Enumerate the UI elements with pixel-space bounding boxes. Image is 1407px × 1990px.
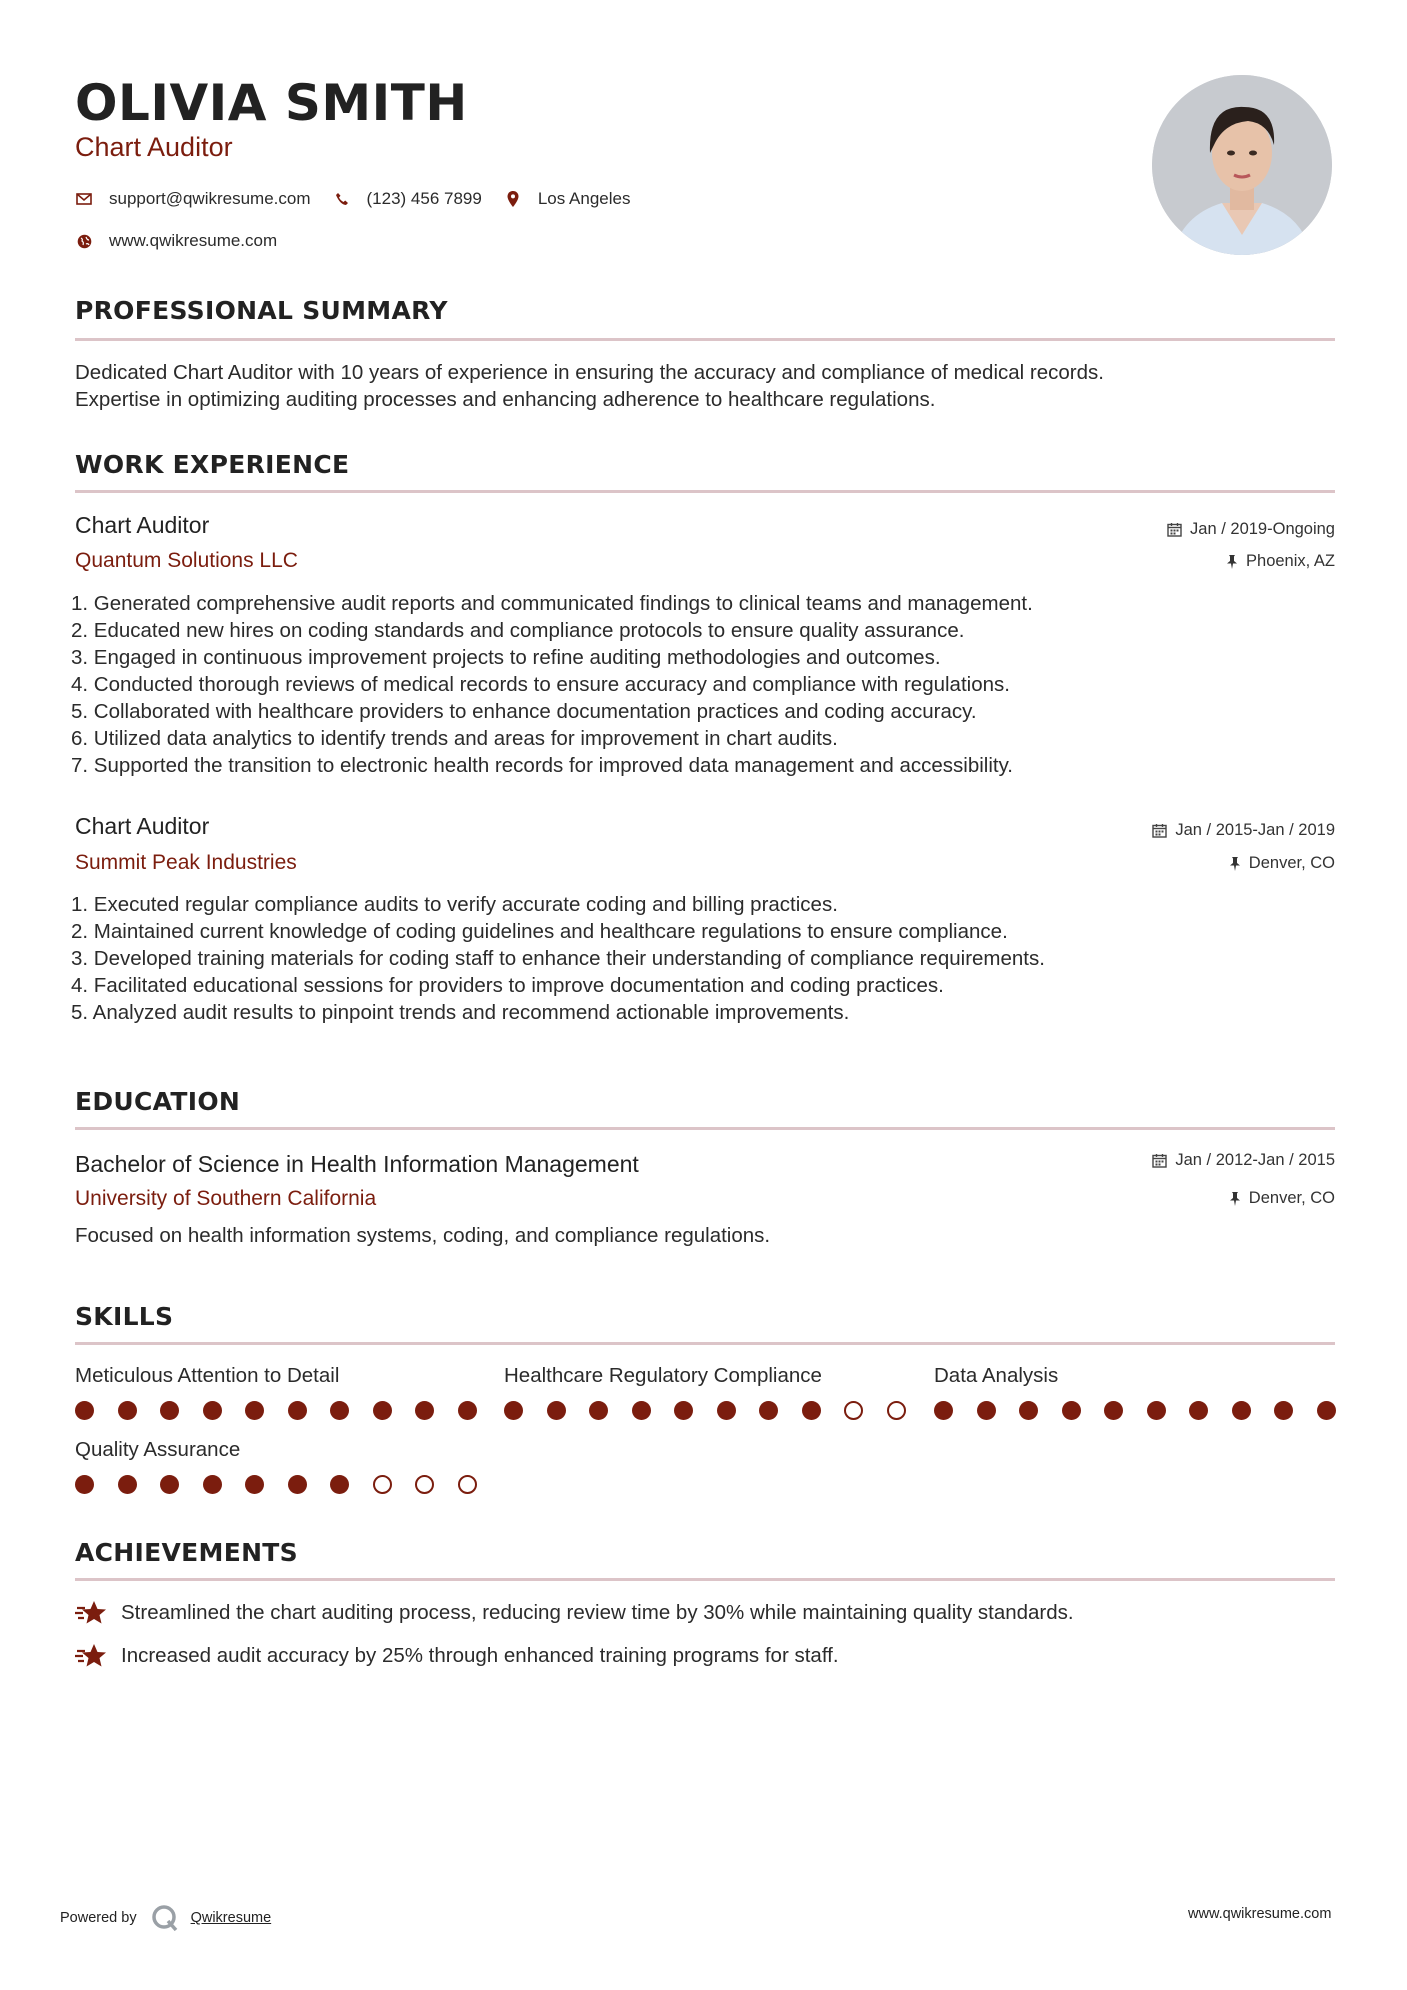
skill-name: Quality Assurance (75, 1438, 241, 1461)
email-text: support@qwikresume.com (109, 189, 311, 208)
summary-line: Dedicated Chart Auditor with 10 years of experience in ensuring the accuracy and compliance of medical records. (75, 361, 1104, 384)
candidate-name: OLIVIA SMITH (75, 74, 468, 132)
job-dates-text: Jan / 2015-Jan / 2019 (1175, 821, 1335, 839)
rating-dot-filled (330, 1475, 349, 1494)
rating-dot-empty (415, 1475, 434, 1494)
education-location (1229, 1189, 1335, 1208)
job-dates (1167, 520, 1335, 539)
education-dates (1152, 1151, 1335, 1170)
website-text: www.qwikresume.com (109, 231, 278, 250)
star-award-icon (75, 1600, 107, 1626)
experience-title: WORK EXPERIENCE (75, 450, 350, 479)
rating-dot-filled (504, 1401, 523, 1420)
school-name: University of Southern California (75, 1187, 377, 1210)
candidate-role: Chart Auditor (75, 132, 233, 162)
achievements-divider (75, 1578, 1335, 1581)
rating-dot-filled (759, 1401, 778, 1420)
education-title: EDUCATION (75, 1087, 241, 1116)
list-item: 1. Generated comprehensive audit reports and communicated findings to clinical teams and management. (71, 592, 1033, 615)
skill-rating (75, 1475, 475, 1495)
rating-dot-filled (203, 1475, 222, 1494)
skills-title: SKILLS (75, 1302, 174, 1331)
pushpin-icon (1229, 857, 1241, 871)
pushpin-icon (1226, 555, 1238, 569)
rating-dot-filled (330, 1401, 349, 1420)
skills-divider (75, 1342, 1335, 1345)
achievement-item (75, 1643, 839, 1669)
education-divider (75, 1127, 1335, 1130)
degree-title: Bachelor of Science in Health Information Management (75, 1151, 639, 1177)
rating-dot-filled (632, 1401, 651, 1420)
summary-line: Expertise in optimizing auditing processes and enhancing adherence to healthcare regulations. (75, 388, 936, 411)
phone-item[interactable] (333, 189, 482, 209)
list-item: 2. Maintained current knowledge of coding guidelines and healthcare regulations to ensure compliance. (71, 920, 1008, 943)
rating-dot-filled (1147, 1401, 1166, 1420)
rating-dot-filled (118, 1475, 137, 1494)
summary-text (75, 359, 1335, 413)
location-item (504, 189, 631, 209)
rating-dot-filled (160, 1401, 179, 1420)
skill-name: Healthcare Regulatory Compliance (504, 1364, 822, 1387)
education-dates-text: Jan / 2012-Jan / 2015 (1175, 1151, 1335, 1169)
contact-row-website (75, 231, 299, 251)
rating-dot-filled (1104, 1401, 1123, 1420)
skill-rating (934, 1401, 1334, 1421)
job-title: Chart Auditor (75, 512, 210, 538)
rating-dot-filled (1062, 1401, 1081, 1420)
rating-dot-empty (373, 1475, 392, 1494)
rating-dot-filled (1019, 1401, 1038, 1420)
rating-dot-empty (844, 1401, 863, 1420)
list-item: 5. Collaborated with healthcare providers to enhance documentation practices and coding accuracy. (71, 700, 977, 723)
rating-dot-filled (1189, 1401, 1208, 1420)
envelope-icon (75, 190, 93, 208)
globe-icon (75, 232, 93, 250)
list-item: 3. Developed training materials for coding staff to enhance their understanding of compliance requirements. (71, 947, 1045, 970)
pushpin-icon (1229, 1192, 1241, 1206)
rating-dot-filled (288, 1475, 307, 1494)
rating-dot-filled (373, 1401, 392, 1420)
rating-dot-filled (415, 1401, 434, 1420)
job-bullets (71, 891, 1335, 1026)
rating-dot-filled (1232, 1401, 1251, 1420)
summary-title: PROFESSIONAL SUMMARY (75, 296, 448, 325)
rating-dot-filled (160, 1475, 179, 1494)
rating-dot-filled (458, 1401, 477, 1420)
skill-name: Meticulous Attention to Detail (75, 1364, 340, 1387)
email-item[interactable] (75, 189, 311, 209)
list-item: 5. Analyzed audit results to pinpoint trends and recommend actionable improvements. (71, 1001, 850, 1024)
rating-dot-filled (118, 1401, 137, 1420)
rating-dot-filled (674, 1401, 693, 1420)
qwikresume-logo-icon (151, 1904, 179, 1932)
achievement-item (75, 1600, 1074, 1626)
map-pin-icon (504, 190, 522, 208)
achievements-title: ACHIEVEMENTS (75, 1538, 298, 1567)
contact-row (75, 189, 652, 209)
company-name: Quantum Solutions LLC (75, 549, 298, 572)
profile-photo (1152, 75, 1332, 255)
rating-dot-filled (977, 1401, 996, 1420)
powered-by-text: Powered by (60, 1910, 137, 1926)
job-dates (1152, 821, 1335, 840)
rating-dot-filled (245, 1475, 264, 1494)
job-location (1226, 552, 1335, 571)
phone-icon (333, 190, 351, 208)
skill-rating (75, 1401, 475, 1421)
website-item[interactable] (75, 231, 277, 251)
job-dates-text: Jan / 2019-Ongoing (1190, 520, 1335, 538)
rating-dot-filled (75, 1475, 94, 1494)
calendar-icon (1152, 823, 1167, 838)
star-award-icon (75, 1643, 107, 1669)
job-title: Chart Auditor (75, 813, 210, 839)
list-item: 2. Educated new hires on coding standards and compliance protocols to ensure quality assurance. (71, 619, 965, 642)
list-item: 3. Engaged in continuous improvement projects to refine auditing methodologies and outcomes. (71, 646, 941, 669)
list-item: 1. Executed regular compliance audits to verify accurate coding and billing practices. (71, 893, 838, 916)
rating-dot-filled (1317, 1401, 1336, 1420)
company-name: Summit Peak Industries (75, 851, 297, 874)
skill-rating (504, 1401, 904, 1421)
rating-dot-filled (802, 1401, 821, 1420)
calendar-icon (1152, 1153, 1167, 1168)
rating-dot-filled (589, 1401, 608, 1420)
list-item: 4. Facilitated educational sessions for providers to improve documentation and coding practices. (71, 974, 944, 997)
job-location (1229, 854, 1335, 873)
job-location-text: Phoenix, AZ (1246, 552, 1335, 570)
footer-website[interactable]: www.qwikresume.com (1188, 1906, 1332, 1922)
experience-divider (75, 490, 1335, 493)
list-item: 7. Supported the transition to electronic health records for improved data management and accessibility. (71, 754, 1013, 777)
rating-dot-filled (75, 1401, 94, 1420)
rating-dot-filled (245, 1401, 264, 1420)
rating-dot-empty (458, 1475, 477, 1494)
footer-powered-by (60, 1904, 271, 1932)
rating-dot-filled (717, 1401, 736, 1420)
qwikresume-link[interactable]: Qwikresume (190, 1910, 272, 1926)
summary-divider (75, 338, 1335, 341)
phone-text: (123) 456 7899 (366, 189, 482, 208)
skill-name: Data Analysis (934, 1364, 1059, 1387)
list-item: 4. Conducted thorough reviews of medical records to ensure accuracy and compliance with regulations. (71, 673, 1010, 696)
job-bullets (71, 590, 1335, 779)
calendar-icon (1167, 522, 1182, 537)
achievement-text: Increased audit accuracy by 25% through enhanced training programs for staff. (121, 1644, 839, 1667)
list-item: 6. Utilized data analytics to identify trends and areas for improvement in chart audits. (71, 727, 838, 750)
education-location-text: Denver, CO (1248, 1189, 1335, 1207)
rating-dot-filled (1274, 1401, 1293, 1420)
rating-dot-filled (934, 1401, 953, 1420)
location-text: Los Angeles (537, 189, 631, 208)
achievement-text: Streamlined the chart auditing process, reducing review time by 30% while maintaining quality standards. (121, 1601, 1074, 1624)
job-location-text: Denver, CO (1248, 854, 1335, 872)
rating-dot-empty (887, 1401, 906, 1420)
rating-dot-filled (288, 1401, 307, 1420)
rating-dot-filled (203, 1401, 222, 1420)
rating-dot-filled (547, 1401, 566, 1420)
education-description: Focused on health information systems, coding, and compliance regulations. (75, 1224, 771, 1247)
